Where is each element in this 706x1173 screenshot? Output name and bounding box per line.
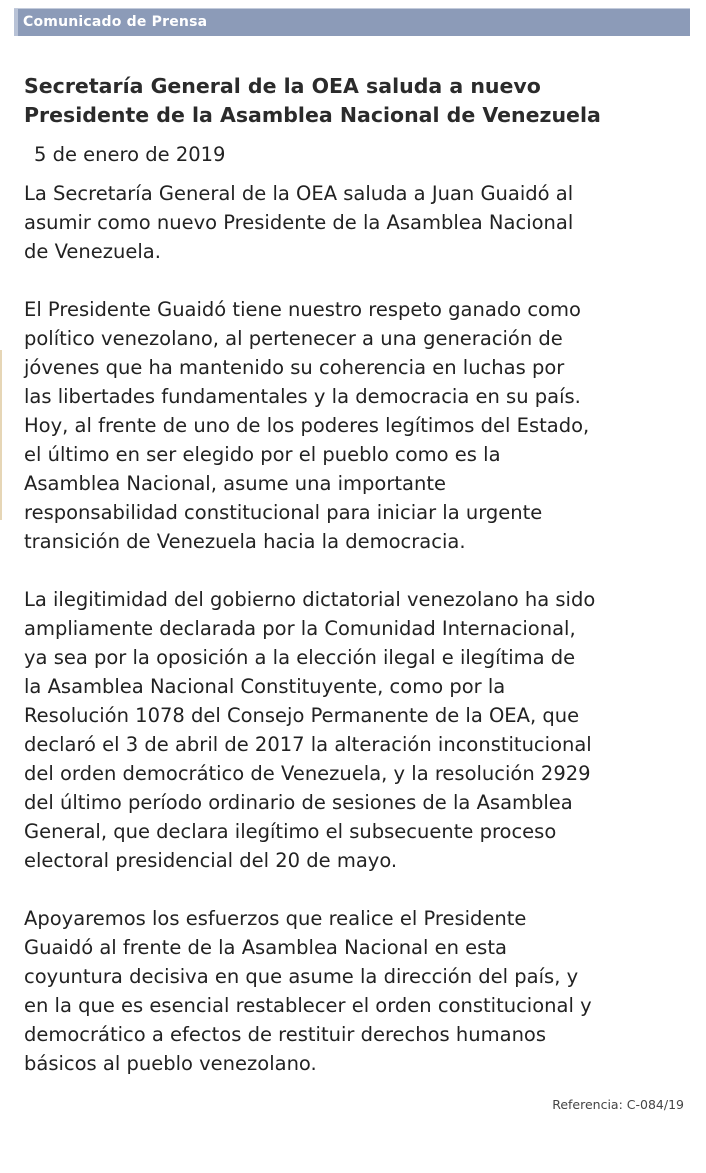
text-line: asumir como nuevo Presidente de la Asamblea Nacional: [24, 211, 574, 234]
paragraph-2: [24, 295, 696, 556]
text-line: Apoyaremos los esfuerzos que realice el Presidente: [24, 907, 527, 930]
header-label: Comunicado de Prensa: [23, 14, 208, 30]
text-line: político venezolano, al pertenecer a una generación de: [24, 327, 563, 350]
text-line: del último período ordinario de sesiones de la Asamblea: [24, 791, 573, 814]
paragraph-1: [24, 179, 696, 266]
text-line: de Venezuela.: [24, 240, 161, 263]
text-line: declaró el 3 de abril de 2017 la alteración inconstitucional: [24, 733, 592, 756]
text-line: las libertades fundamentales y la democracia en su país.: [24, 385, 581, 408]
publication-date: 5 de enero de 2019: [34, 143, 226, 166]
text-line: El Presidente Guaidó tiene nuestro respeto ganado como: [24, 298, 581, 321]
text-line: ampliamente declarada por la Comunidad Internacional,: [24, 617, 576, 640]
text-line: Asamblea Nacional, asume una importante: [24, 472, 446, 495]
text-line: coyuntura decisiva en que asume la dirección del país, y: [24, 965, 579, 988]
article-body: [24, 179, 696, 1107]
text-line: responsabilidad constitucional para iniciar la urgente: [24, 501, 543, 524]
text-line: electoral presidencial del 20 de mayo.: [24, 849, 398, 872]
title-line: Presidente de la Asamblea Nacional de Venezuela: [24, 103, 601, 127]
reference-code: Referencia: C-084/19: [552, 1097, 684, 1112]
text-line: General, que declara ilegítimo el subsecuente proceso: [24, 820, 557, 843]
text-line: el último en ser elegido por el pueblo como es la: [24, 443, 501, 466]
text-line: básicos al pueblo venezolano.: [24, 1052, 317, 1075]
title-line: Secretaría General de la OEA saluda a nuevo: [24, 74, 541, 98]
text-line: en la que es esencial restablecer el orden constitucional y: [24, 994, 592, 1017]
text-line: La ilegitimidad del gobierno dictatorial venezolano ha sido: [24, 588, 596, 611]
text-line: democrático a efectos de restituir derechos humanos: [24, 1023, 547, 1046]
text-line: ya sea por la oposición a la elección ilegal e ilegítima de: [24, 646, 576, 669]
page-title: [24, 72, 684, 130]
text-line: jóvenes que ha mantenido su coherencia en luchas por: [24, 356, 565, 379]
text-line: Guaidó al frente de la Asamblea Nacional en esta: [24, 936, 507, 959]
header-bar-accent: [14, 9, 18, 36]
text-line: transición de Venezuela hacia la democracia.: [24, 530, 466, 553]
text-line: del orden democrático de Venezuela, y la resolución 2929: [24, 762, 591, 785]
text-line: Hoy, al frente de uno de los poderes legítimos del Estado,: [24, 414, 590, 437]
text-line: Resolución 1078 del Consejo Permanente de la OEA, que: [24, 704, 580, 727]
text-line: La Secretaría General de la OEA saluda a Juan Guaidó al: [24, 182, 574, 205]
paragraph-3: [24, 585, 696, 875]
text-line: la Asamblea Nacional Constituyente, como por la: [24, 675, 506, 698]
press-release-header-bar: [14, 8, 690, 36]
left-edge-mark: [0, 350, 2, 520]
paragraph-4: [24, 904, 696, 1078]
